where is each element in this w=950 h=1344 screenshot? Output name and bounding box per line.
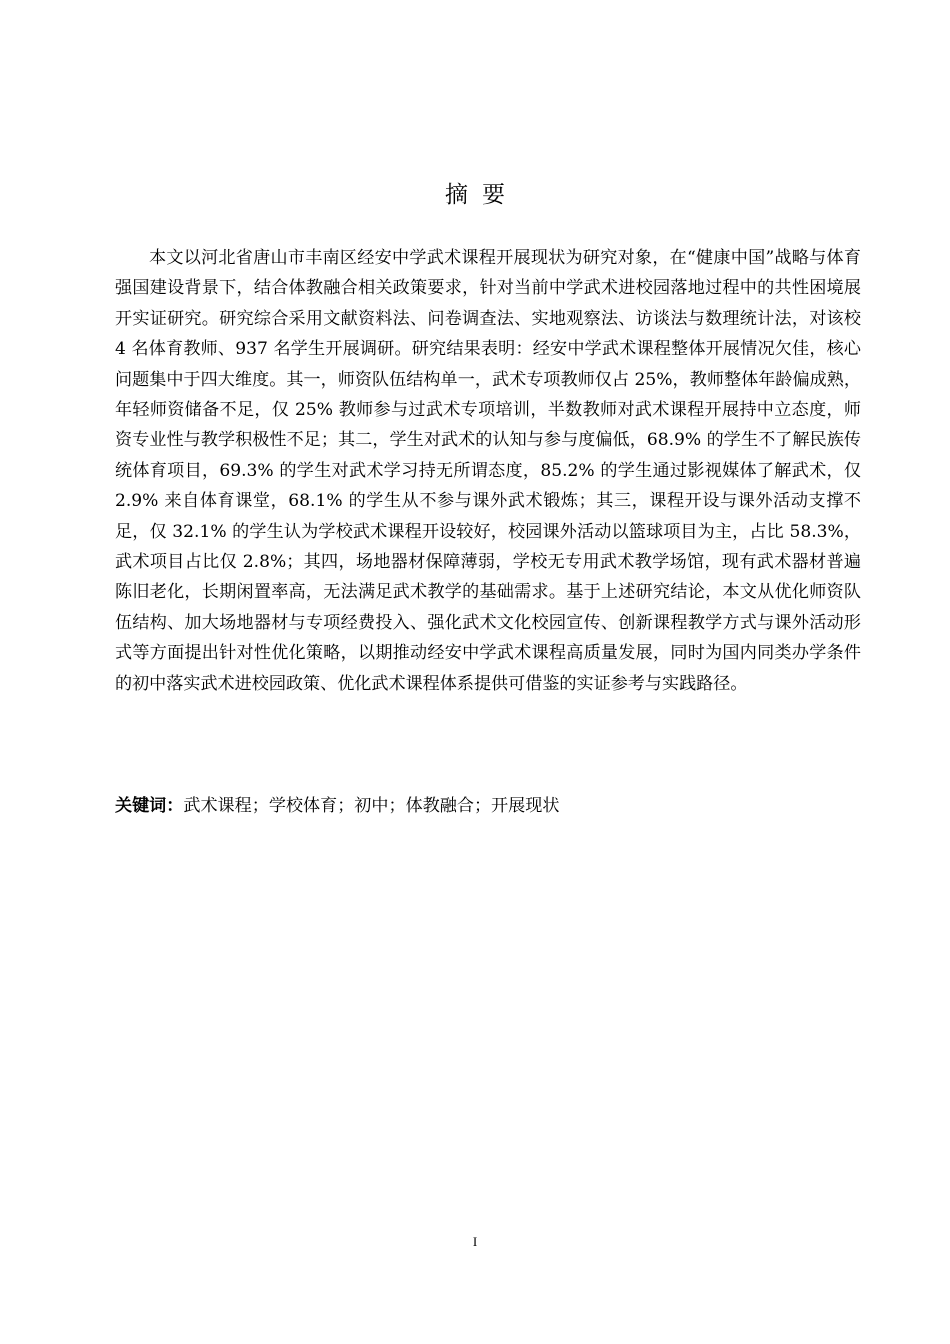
- keywords-label: 关键词：: [115, 796, 184, 816]
- keywords-text: 武术课程；学校体育；初中；体教融合；开展现状: [183, 796, 560, 816]
- abstract-body: 本文以河北省唐山市丰南区经安中学武术课程开展现状为研究对象，在“健康中国”战略与体育强国建设背景下，结合体教融合相关政策要求，针对当前中学武术进校园落地过程中的共性困境展开实证研究。研究综合采用文献资料法、问卷调查法、实地观察法、访谈法与数理统计法，对该校 4 名体育教师、937 名学生开展调研。研究结果表明：经安中学武术课程整体开展情况欠佳，核心问题集中于四大维度。其一，师资队伍结构单一，武术专项教师仅占 25%，教师整体年龄偏成熟，年轻师资储备不足，仅 25% 教师参与过武术专项培训，半数教师对武术课程开展持中立态度，师资专业性与教学积极性不足；其二，学生对武术的认知与参与度偏低，68.9% 的学生不了解民族传统体育项目，69.3% 的学生对武术学习持无所谓态度，85.2% 的学生通过影视媒体了解武术，仅 2.9% 来自体育课堂，68.1% 的学生从不参与课外武术锻炼；其三，课程开设与课外活动支撑不足，仅 32.1% 的学生认为学校武术课程开设较好，校园课外活动以篮球项目为主，占比 58.3%，武术项目占比仅 2.8%；其四，场地器材保障薄弱，学校无专用武术教学场馆，现有武术器材普遍陈旧老化，长期闲置率高，无法满足武术教学的基础需求。基于上述研究结论，本文从优化师资队伍结构、加大场地器材与专项经费投入、强化武术文化校园宣传、创新课程教学方式与课外活动形式等方面提出针对性优化策略，以期推动经安中学武术课程高质量发展，同时为国内同类办学条件的初中落实武术进校园政策、优化武术课程体系提供可借鉴的实证参考与实践路径。: [115, 248, 861, 694]
- abstract-title: 摘要: [445, 182, 519, 208]
- page-number: I: [472, 1234, 478, 1249]
- keywords-line: [115, 791, 861, 821]
